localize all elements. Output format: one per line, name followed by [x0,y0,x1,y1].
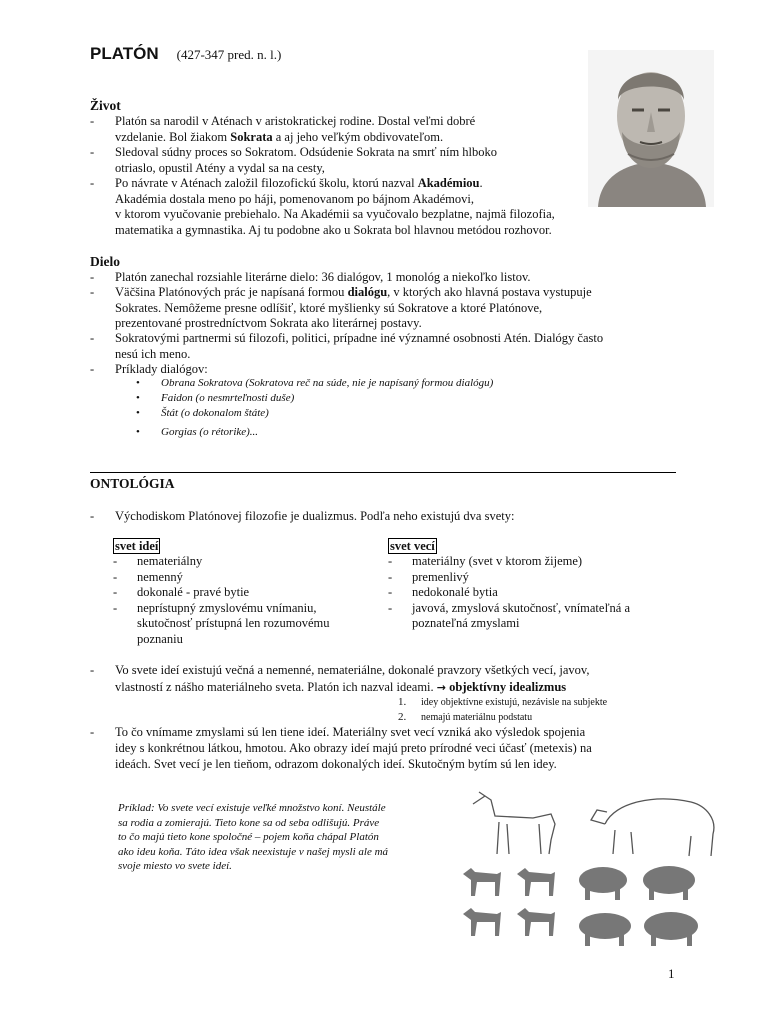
svet-veci-item: javová, zmyslová skutočnosť, vnímateľná a [412,600,631,615]
section-heading-ontologia: ONTOLÓGIA [90,476,175,491]
example-line: ako ideu koňa. Táto idea však neexistuje v našej mysli ale má [118,845,389,858]
sub-number: 1. [398,696,407,708]
dielo-text: , v ktorých ako hlavná postava vystupuje [387,285,592,300]
sub-text: nemajú materiálnu podstatu [421,712,533,723]
zivot-line [115,223,552,238]
zivot-text: . [479,176,483,190]
section-heading-dielo: Dielo [90,254,120,269]
zivot-text: Akadémia dostala meno po háji, pomenovanom po bájnom Akadémovi, [115,191,474,206]
zivot-text: matematika a gymnastika. Aj tu podobne ako u Sokrata bol hlavnou metódou rozhovor. [115,222,552,237]
dialog-example: Štát (o dokonalom štáte) [161,407,269,419]
ontologia-intro: Východiskom Platónovej filozofie je dualizmus. Podľa neho existujú dva svety: [115,509,515,523]
dielo-text: prezentované prostredníctvom Sokrata ako literárnej postavy. [115,315,422,330]
p2-line: To čo vnímame zmyslami sú len tiene ideí. Materiálny svet vecí vzniká ako výsledok spojenia [115,725,586,739]
page-number: 1 [668,966,675,981]
p2-line: idey s konkrétnou látkou, hmotou. Ako obrazy ideí majú preto prírodné veci účasť (metexis) na [115,741,592,755]
example-line: to čo majú tieto kone spoločné – pojem koňa chápal Platón [118,831,379,843]
title: PLATÓN [90,44,159,63]
dielo-dash: - [90,361,95,376]
example-line: Príklad: Vo svete vecí existuje veľké množstvo koní. Neustále [118,802,386,814]
svet-idei-item: dokonalé - pravé bytie [137,585,250,599]
svet-idei-item-cont: poznaniu [137,631,183,646]
p1-text: vlastností z nášho materiálneho sveta. Platón ich nazval ideami. [115,680,437,694]
section-heading-zivot: Život [90,98,121,113]
p2-line: ideách. Svet vecí je len tieňom, odrazom dokonalých ideí. Skutočným bytím sú len idey. [115,757,557,771]
dielo-text: Sokratovými partnermi sú filozofi, politici, prípadne iné významné osobnosti Atén. Dialógy často [115,331,604,346]
dielo-dash: - [90,331,95,346]
p1-line-2 [115,680,566,695]
svet-idei-item-cont: skutočnosť prístupná len rozumovému [137,616,330,630]
p1-dash: - [90,663,95,677]
zivot-text: a aj jeho veľkým obdivovateľom. [272,129,444,144]
bullet-dot: • [136,407,140,419]
zivot-bold: Akadémiou [417,176,480,190]
svet-veci-dash: - [388,554,393,568]
dialog-example: Faidon (o nesmrteľnosti duše) [161,392,295,404]
dielo-line [115,270,531,285]
bullet-dot: • [136,426,140,438]
p1-line-1: Vo svete ideí existujú večná a nemenné, nemateriálne, dokonalé pravzory všetkých vecí, javov, [115,663,590,677]
dates: (427-347 pred. n. l.) [176,47,282,62]
plato-bust-image [588,50,714,207]
bullet-dot: • [136,377,140,389]
zivot-line [115,145,497,160]
dielo-text: Príklady dialógov: [115,361,208,376]
zivot-bold: Sokrata [230,129,273,144]
dielo-dash: - [90,285,95,300]
dielo-line [115,316,422,331]
zivot-text: otriaslo, opustil Atény a vydal sa na cesty, [115,160,325,175]
zivot-dash: - [90,145,95,159]
zivot-text: vzdelanie. Bol žiakom [115,129,231,144]
svet-veci-item-cont: poznateľná zmyslami [412,616,520,630]
objektivny-idealizmus: objektívny idealizmus [446,680,567,694]
zivot-text: Platón sa narodil v Aténach v aristokratickej rodine. Dostal veľmi dobré [115,114,476,128]
dielo-dash: - [90,270,95,284]
zivot-line [115,192,474,207]
svet-idei-dash: - [113,569,118,584]
example-line: svoje miesto vo svete ideí. [118,860,232,872]
animals-illustration [455,784,723,954]
svet-idei-item: nemenný [137,569,183,584]
arrow-icon: → [436,681,447,694]
zivot-line [115,176,483,191]
zivot-text: Po návrate v Aténach založil filozofickú školu, ktorú nazval [115,176,418,190]
svet-idei-item: neprístupný zmyslovému vnímaniu, [137,600,317,615]
col-svet-idei-title [113,539,160,554]
dogs-bears-icon [455,784,723,954]
svet-veci-item: premenlivý [412,569,469,584]
dielo-line [115,331,603,346]
dielo-text: Platón zanechal rozsiahle literárne dielo: 36 dialógov, 1 monológ a niekoľko listov. [115,270,531,284]
example-line: sa rodia a zomierajú. Tieto kone sa od seba odlišujú. Práve [118,816,380,829]
p2-dash: - [90,725,95,739]
dielo-text: Sokrates. Nemôžeme presne odlíšiť, ktoré myšlienky sú Sokratove a ktoré Platónove, [115,300,543,315]
svet-veci-dash: - [388,585,393,599]
section-divider [90,472,676,473]
svet-veci-dash: - [388,569,393,584]
zivot-line [115,114,475,129]
dielo-line [115,347,190,362]
svet-idei-item: nemateriálny [137,554,203,568]
page-title [90,44,281,64]
sub-number: 2. [398,711,407,723]
dielo-text: Väčšina Platónových prác je napísaná formou [115,285,348,300]
dielo-line [115,285,592,300]
zivot-line [115,207,555,222]
svet-veci-item: materiálny (svet v ktorom žijeme) [412,554,583,568]
col-svet-veci-title [388,539,437,554]
svet-idei-dash: - [113,600,118,615]
svet-idei-box: svet ideí [115,539,159,553]
svet-idei-dash: - [113,585,118,599]
dielo-line [115,301,542,316]
zivot-dash: - [90,176,95,190]
dielo-bold: dialógu [347,285,388,300]
dialog-example: Gorgias (o rétorike)... [161,426,259,438]
zivot-text: v ktorom vyučovanie prebiehalo. Na Akadémii sa vyučovalo bezplatne, najmä filozofia, [115,207,555,221]
plato-bust-icon [588,50,714,207]
dielo-text: nesú ich meno. [115,346,191,361]
dielo-line [115,362,208,377]
zivot-line [115,161,325,176]
ontologia-intro-dash: - [90,509,95,523]
sub-text: idey objektívne existujú, nezávisle na subjekte [421,697,608,708]
svet-veci-item: nedokonalé bytia [412,585,498,599]
zivot-dash: - [90,114,95,128]
zivot-line [115,130,443,145]
svet-veci-dash: - [388,600,393,615]
svet-idei-dash: - [113,554,118,568]
bullet-dot: • [136,392,140,404]
zivot-text: Sledoval súdny proces so Sokratom. Odsúdenie Sokrata na smrť ním hlboko [115,145,498,159]
svet-veci-box: svet vecí [390,539,435,553]
dialog-example: Obrana Sokratova (Sokratova reč na súde, nie je napísaný formou dialógu) [161,377,494,389]
